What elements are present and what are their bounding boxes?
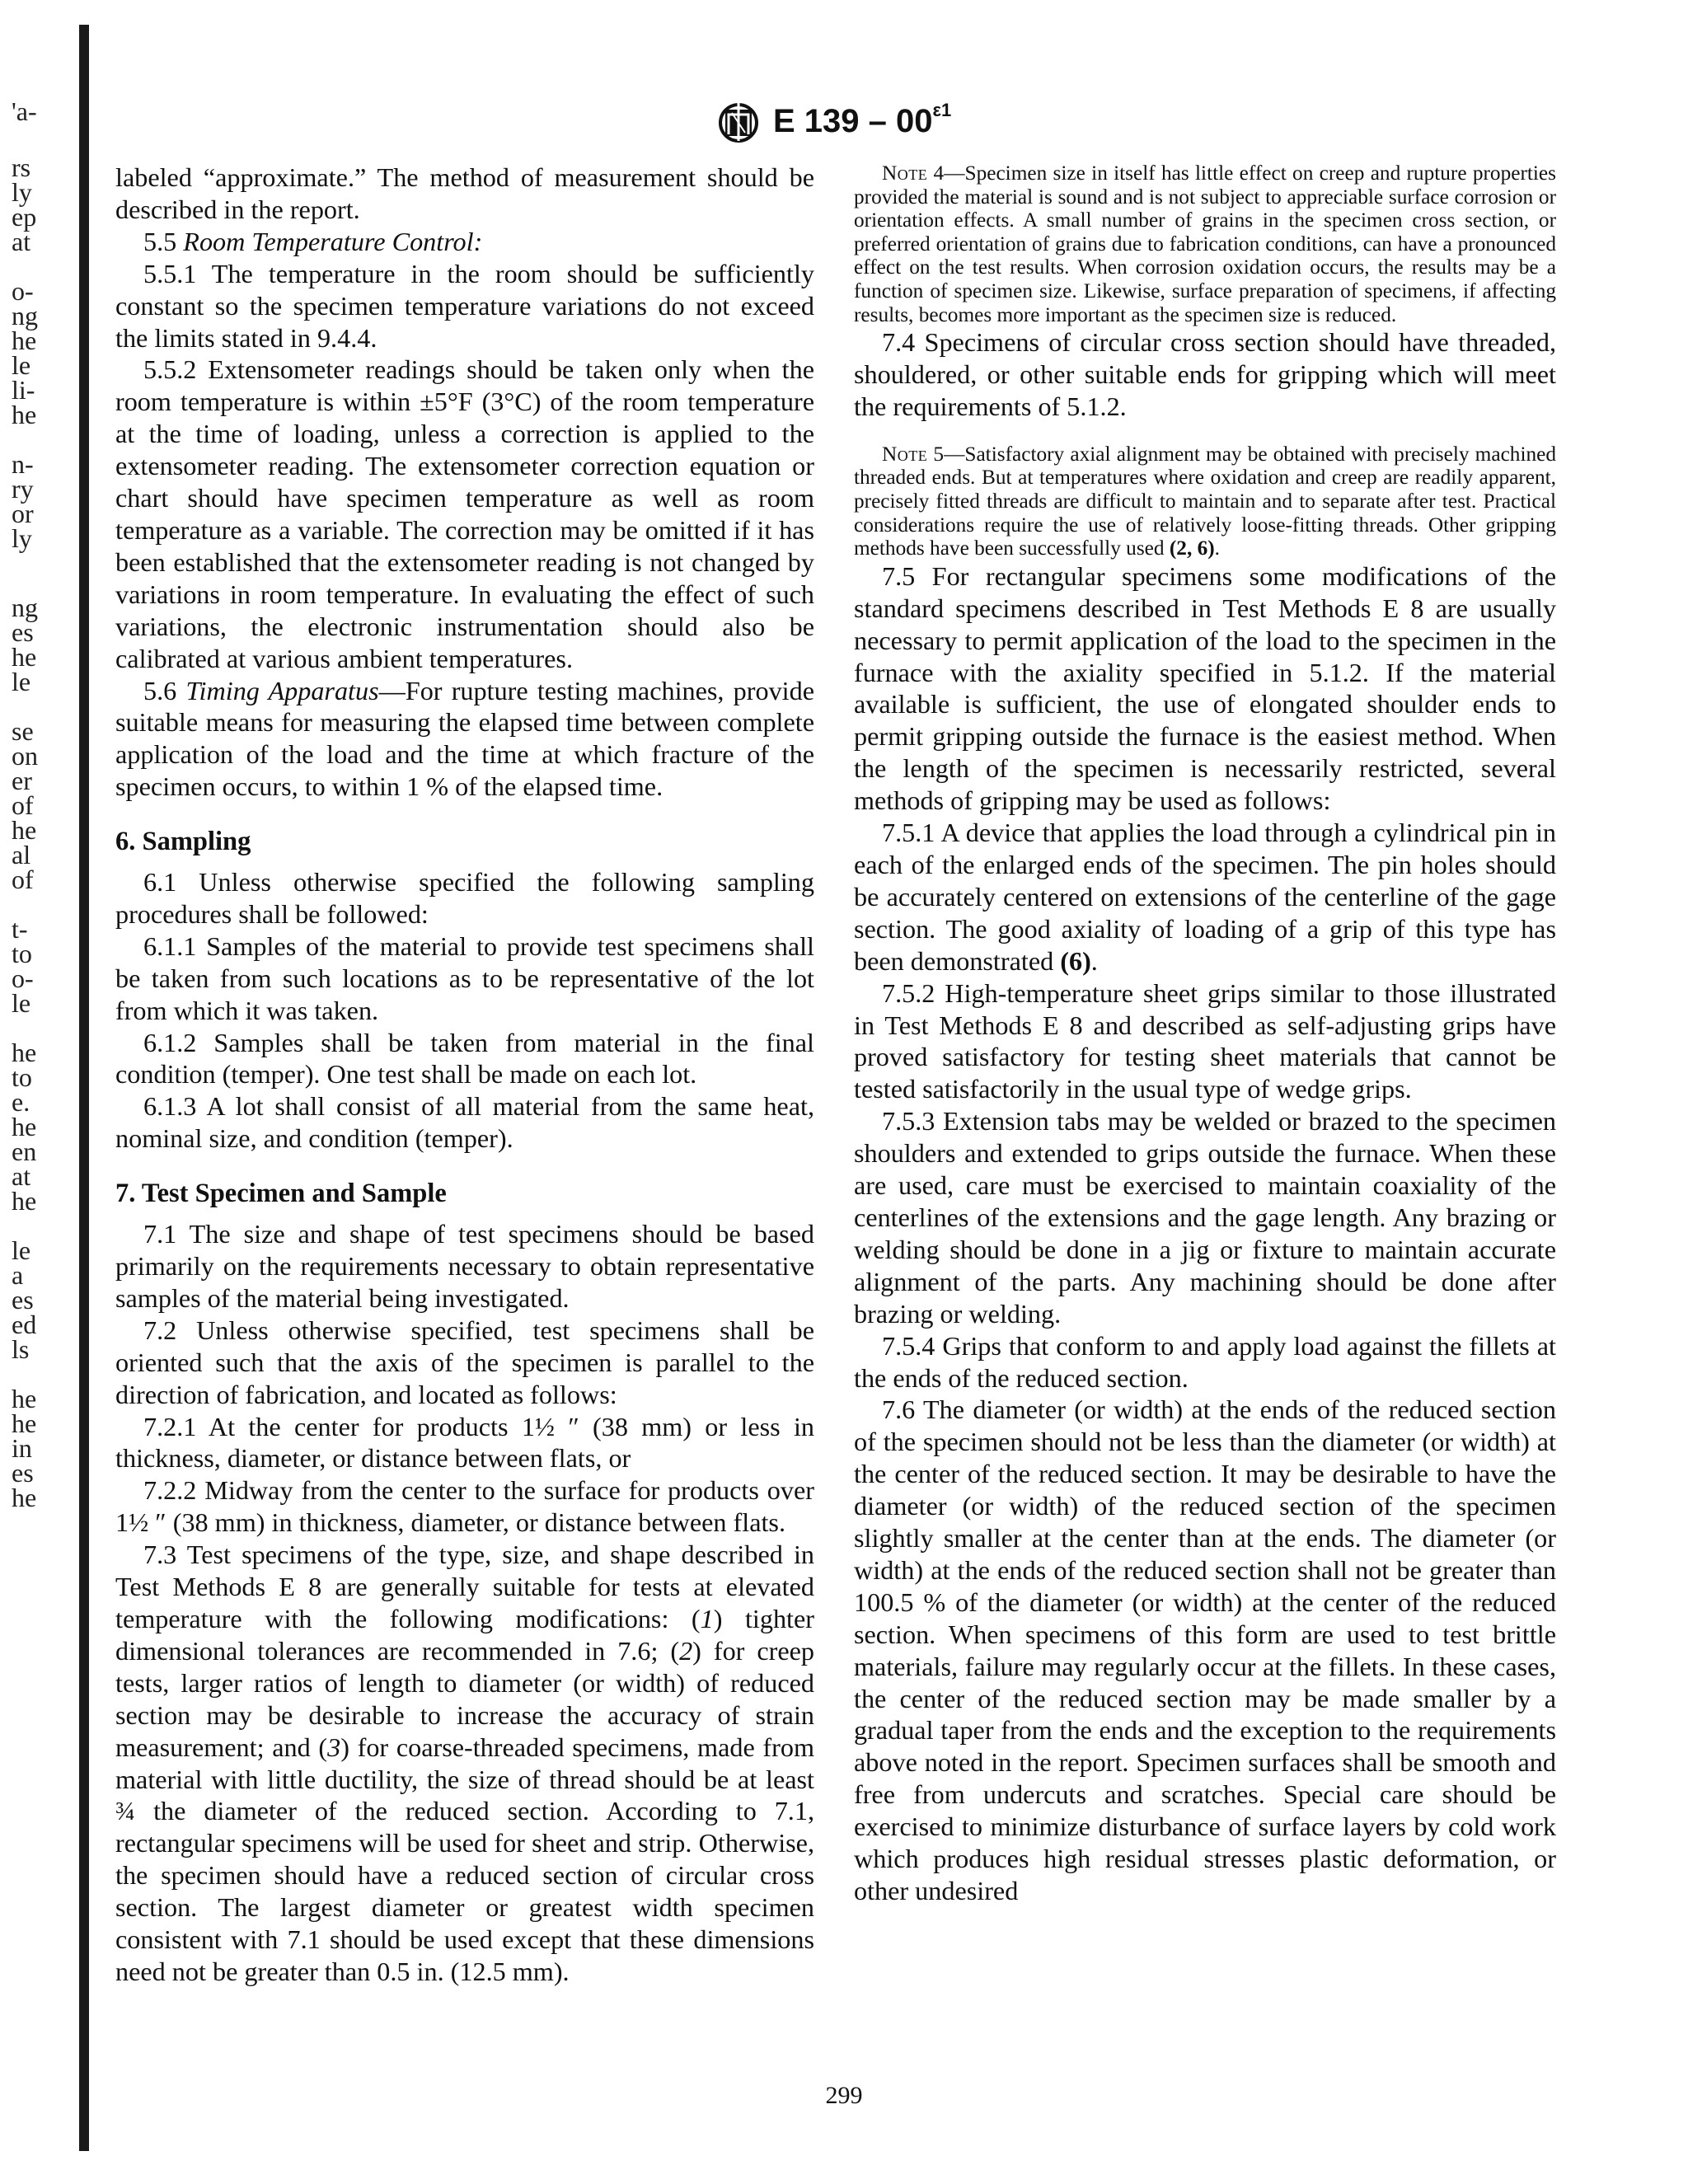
designation-superscript: ε1 [932, 99, 952, 120]
paragraph-continuation: labeled “approximate.” The method of measurement should be described in the report. [115, 162, 814, 224]
margin-fragment: ly [12, 523, 32, 553]
list-marker: 2 [679, 1635, 693, 1666]
page-number: 299 [825, 2082, 863, 2109]
margin-fragment: al [12, 840, 31, 869]
text-run: ) for coarse-threaded specimens, made from material with little ductility, the size of thread should be at least ¾ the diameter of the reduced section. According to 7.1, rectangular specimens will be used for sheet and strip. Otherwise, the specimen should have a reduced section of circular cross section. The largest diameter or greatest width specimen consistent with 7.1 should be used except that these dimensions need not be greater than 0.5 in. (12.5 mm). [115, 1732, 814, 1986]
margin-fragment: of [12, 865, 34, 894]
text-run: 7.3 Test specimens of the type, size, and shape described in Test Methods E 8 are generally suitable for tests at elevated temperature with the following modifications: ( [115, 1540, 814, 1633]
margin-fragment: se [12, 716, 34, 746]
paragraph-5-5-2: 5.5.2 Extensometer readings should be taken only when the room temperature is within ±5°F (3°C) of the room temperature at the time of loading, unless a correction is applied to the extensometer reading. The extensometer correction equation or chart should have specimen temperature as well as room temperature as a variable. The correction may be omitted if it has been established that the extensometer reading is not changed by variations in room temperature. In evaluating the effect of such variations, the electronic instrumentation should also be calibrated at various ambient temperatures. [115, 354, 814, 673]
paragraph-7-3 [115, 1539, 814, 1988]
margin-fragment: to [12, 1062, 32, 1092]
margin-fragment: he [12, 1112, 37, 1141]
margin-fragment: a [12, 1260, 24, 1290]
margin-fragment: ep [12, 202, 37, 232]
margin-fragment: he [12, 815, 37, 845]
right-column [854, 162, 1556, 1907]
margin-fragment: at [12, 1161, 31, 1191]
paragraph-6-1-1: 6.1.1 Samples of the material to provide test specimens shall be taken from such locations as to be representative of the lot from which it was taken. [115, 930, 814, 1025]
margin-fragment: he [12, 400, 37, 429]
paragraph-7-5-4: 7.5.4 Grips that conform to and apply load against the fillets at the ends of the reduced section. [854, 1330, 1556, 1393]
margin-fragment: le [12, 988, 31, 1018]
paragraph-6-1-3: 6.1.3 A lot shall consist of all material from the same heat, nominal size, and condition (temper). [115, 1091, 814, 1154]
margin-fragment: he [12, 1408, 37, 1438]
margin-fragment: en [12, 1137, 37, 1166]
list-marker: 1 [700, 1603, 714, 1633]
section-title: Timing Apparatus [185, 675, 379, 705]
margin-fragment: ly [12, 177, 32, 207]
section-6-heading: 6. Sampling [115, 827, 251, 857]
text-run: ) for creep tests, larger ratios of length to diameter (or width) of reduced section may be desirable to increase the accuracy of strain measurement; and ( [115, 1635, 815, 1762]
paragraph-7-1: 7.1 The size and shape of test specimens should be based primarily on the requirements necessary to obtain representative samples of the material being investigated. [115, 1219, 814, 1313]
paragraph-7-2: 7.2 Unless otherwise specified, test specimens shall be oriented such that the axis of the specimen is parallel to the direction of fabrication, and located as follows: [115, 1315, 814, 1409]
binding-edge [79, 25, 89, 2151]
margin-fragment: ls [12, 1334, 30, 1364]
paragraph-5-5-1: 5.5.1 The temperature in the room should be sufficiently constant so the specimen temperature variations do not exceed the limits stated in 9.4.4. [115, 258, 814, 353]
margin-fragment: he [12, 642, 37, 672]
margin-fragment: to [12, 939, 32, 968]
note-label: Note [882, 162, 928, 185]
margin-fragment: es [12, 1285, 34, 1315]
paragraph-7-5-2: 7.5.2 High-temperature sheet grips similar to those illustrated in Test Methods E 8 and described as self-adjusting grips have proved satisfactory for testing sheet materials that cannot be tested satisfactorily in the usual type of wedge grips. [854, 977, 1556, 1104]
margin-fragment: or [12, 499, 34, 528]
page-header [715, 92, 951, 150]
astm-logo [715, 95, 762, 148]
margin-fragment: he [12, 1384, 37, 1413]
section-text: —For rupture testing machines, provide suitable means for measuring the elapsed time between complete application of the load and the time at which fracture of the specimen occurs, to within 1 % of the elapsed time. [115, 675, 814, 802]
section-number: 5.6 [143, 675, 177, 705]
section-7-heading: 7. Test Specimen and Sample [115, 1179, 447, 1209]
paragraph-7-2-1: 7.2.1 At the center for products 1½ ″ (38 mm) or less in thickness, diameter, or distance between flats, or [115, 1411, 814, 1474]
designation-text: E 139 – 00 [773, 102, 933, 139]
margin-fragment: of [12, 790, 34, 820]
margin-fragment: es [12, 617, 34, 647]
margin-fragment: in [12, 1433, 32, 1463]
margin-fragment: le [12, 667, 31, 696]
note-5 [854, 443, 1556, 560]
note-text-end: . [1214, 537, 1220, 560]
paragraph-7-2-2: 7.2.2 Midway from the center to the surface for products over 1½ ″ (38 mm) in thickness, diameter, or distance between flats. [115, 1475, 814, 1538]
margin-fragment: e. [12, 1087, 30, 1117]
note-4 [854, 162, 1556, 326]
paragraph-7-4: 7.4 Specimens of circular cross section should have threaded, shouldered, or other suitable ends for gripping which will meet the requirements of 5.1.2. [854, 327, 1556, 421]
margin-fragment: n- [12, 449, 34, 479]
margin-fragment: rs [12, 152, 31, 182]
note-label: Note [882, 442, 928, 466]
reference-citation: (2, 6) [1169, 537, 1215, 560]
standard-designation [773, 99, 952, 140]
paragraph-7-6: 7.6 The diameter (or width) at the ends of the reduced section of the specimen should not be less than the diameter (or width) at the center of the reduced section. It may be desirable to have the diameter (or width) of the reduced section of the specimen slightly smaller at the center than at the ends. The diameter (or width) at the ends of the reduced section shall not be greater than 100.5 % of the diameter (or width) at the center of the reduced section. When specimens of this form are used to test brittle materials, failure may regularly occur at the fillets. In these cases, the center of the reduced section may be made smaller by a gradual taper from the ends and the exception to the requirements above noted in the report. Specimen surfaces shall be smooth and free from undercuts and scratches. Special care should be exercised to minimize disturbance of surface layers by cold work which produces high residual stresses plastic deformation, or other undesired [854, 1394, 1556, 1905]
margin-fragment: he [12, 1483, 37, 1512]
list-marker: 3 [327, 1732, 341, 1762]
text-run: . [1090, 945, 1098, 976]
paragraph-5-6 [115, 675, 814, 804]
margin-fragment: he [12, 1186, 37, 1216]
section-title: Room Temperature Control: [183, 226, 483, 256]
margin-fragment: o- [12, 963, 34, 993]
margin-fragment: le [12, 1235, 31, 1265]
margin-fragment: 'a- [12, 96, 37, 126]
left-column [115, 162, 814, 1988]
margin-fragment: he [12, 326, 37, 355]
paragraph-6-1: 6.1 Unless otherwise specified the following sampling procedures shall be followed: [115, 867, 814, 929]
margin-fragment: at [12, 227, 31, 256]
section-5-5-heading [115, 226, 814, 258]
previous-page-margin [0, 0, 66, 2184]
margin-fragment: es [12, 1458, 34, 1488]
note-text: 4—Specimen size in itself has little effect on creep and rupture properties provided the material is sound and is not subject to appreciable surface corrosion or orientation effects. A small number of grains in the specimen cross section, or preferred orientation of grains due to fabrication conditions, can have a pronounced effect on the test results. When corrosion oxidation occurs, the results may be a function of specimen size. Likewise, surface preparation of specimens, if affecting results, becomes more important as the specimen size is reduced. [854, 162, 1556, 326]
text-run: ) tighter dimensional tolerances are recommended in 7.6; ( [115, 1603, 814, 1666]
margin-fragment: li- [12, 375, 35, 405]
margin-fragment: ed [12, 1310, 37, 1339]
paragraph-7-5: 7.5 For rectangular specimens some modifications of the standard specimens described in Test Methods E 8 are usually necessary to permit application of the load to the specimen in the furnace with the axiality specified in 5.1.2. If the material available is sufficient, the use of elongated shoulder ends to permit gripping outside the furnace is the easiest method. When the length of the specimen is necessarily restricted, several methods of gripping may be used as follows: [854, 560, 1556, 816]
margin-fragment: on [12, 741, 38, 771]
margin-fragment: o- [12, 276, 34, 306]
margin-fragment: le [12, 350, 31, 380]
margin-fragment: he [12, 1038, 37, 1067]
note-text: 5—Satisfactory axial alignment may be obtained with precisely machined threaded ends. But at temperatures where oxidation and creep are readily apparent, precisely fitted threads are difficult to maintain and to separate after test. Practical considerations require the use of relatively loose-fitting threads. Other gripping methods have been successfully used [854, 442, 1556, 560]
margin-fragment: er [12, 766, 32, 795]
paragraph-7-5-1 [854, 817, 1556, 977]
reference-citation: (6) [1060, 945, 1091, 976]
margin-fragment: t- [12, 914, 28, 944]
margin-fragment: ng [12, 301, 38, 330]
margin-fragment: ng [12, 593, 38, 622]
paragraph-6-1-2: 6.1.2 Samples shall be taken from material in the final condition (temper). One test shall be made on each lot. [115, 1027, 814, 1090]
paragraph-7-5-3: 7.5.3 Extension tabs may be welded or brazed to the specimen shoulders and extended to grips outside the furnace. When these are used, care must be exercised to maintain coaxiality of the centerlines of the extensions and the gage length. Any brazing or welding should be done in a jig or fixture to maintain accurate alignment of the parts. Any machining should be done after brazing or welding. [854, 1106, 1556, 1329]
section-number: 5.5 [143, 226, 177, 256]
margin-fragment: ry [12, 474, 34, 504]
text-run: 7.5.1 A device that applies the load through a cylindrical pin in each of the enlarged ends of the specimen. The pin holes should be accurately centered on extensions of the centerline of the gage section. The good axiality of loading of a grip of this type has been demonstrated [854, 818, 1556, 976]
